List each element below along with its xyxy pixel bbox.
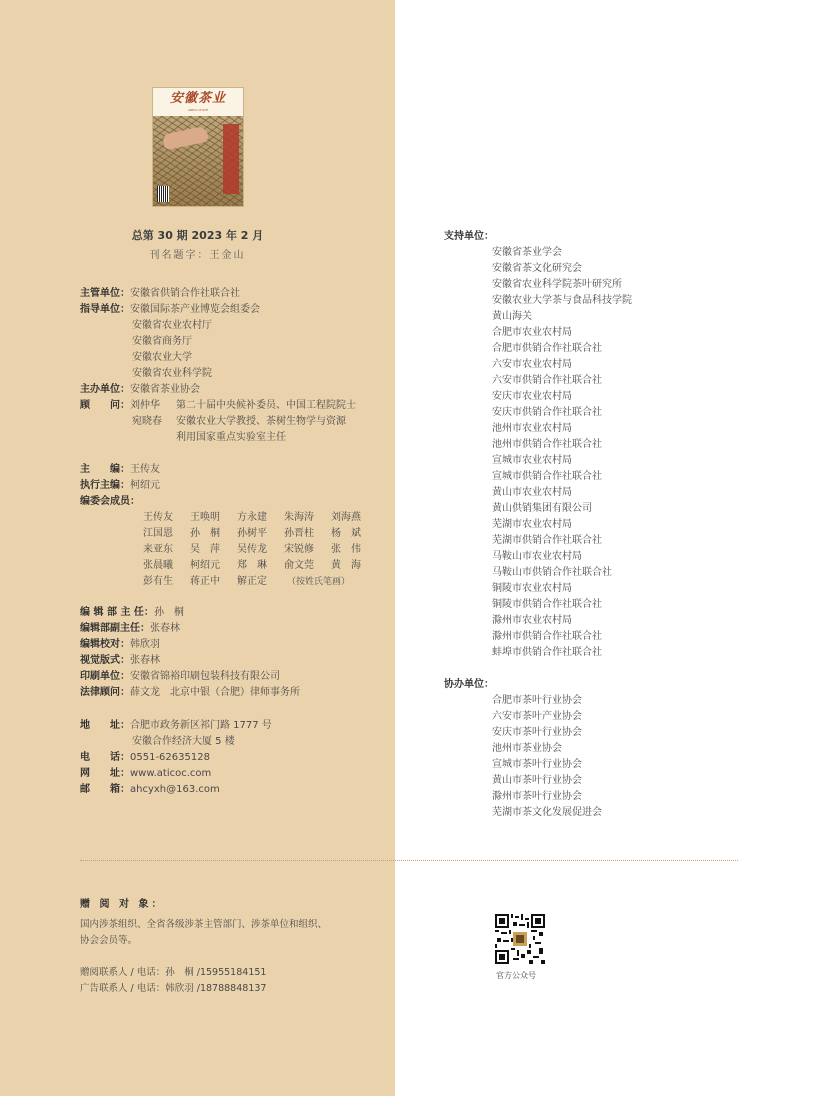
design-label: 视觉版式： xyxy=(80,655,130,666)
office-director-label: 编 辑 部 主 任： xyxy=(80,607,154,618)
support-item: 安徽省茶业学会 xyxy=(492,247,562,258)
chief-editor-row xyxy=(80,463,160,477)
committee-member: 朱海涛 xyxy=(284,512,314,523)
print-label: 印刷单位： xyxy=(80,671,130,682)
advisor-row xyxy=(80,399,160,413)
email-row xyxy=(80,783,220,797)
host-label: 主办单位： xyxy=(80,384,130,395)
guide-unit: 安徽省农业科学院 xyxy=(132,368,212,379)
address-value: 合肥市政务新区祁门路 1777 号 xyxy=(130,720,272,731)
phone-label: 电 话： xyxy=(80,752,130,763)
support-item: 滁州市供销合作社联合社 xyxy=(492,631,602,642)
support-item: 蚌埠市供销合作社联合社 xyxy=(492,647,602,658)
committee-member: 张 伟 xyxy=(331,544,361,555)
website-label: 网 址： xyxy=(80,768,130,779)
support-item: 铜陵市供销合作社联合社 xyxy=(492,599,602,610)
chief-editor-value: 王传友 xyxy=(130,464,160,475)
committee-label: 编委会成员： xyxy=(80,496,140,507)
address-row xyxy=(80,719,272,733)
advisor-label: 顾 问： xyxy=(80,400,130,411)
exec-editor-label: 执行主编： xyxy=(80,480,130,491)
co-organizer-item: 池州市茶业协会 xyxy=(492,743,562,754)
committee-member: 方永建 xyxy=(237,512,267,523)
design-row xyxy=(80,654,160,668)
sponsor-row xyxy=(80,287,240,301)
committee-member: 来亚东 xyxy=(143,544,173,555)
calligraphy-credit: 刊名题字：王金山 xyxy=(149,250,246,261)
gift-contact: 赠阅联系人 / 电话：孙 桐 /15955184151 xyxy=(80,967,267,978)
committee-member: 孙 桐 xyxy=(190,528,220,539)
co-organizer-item: 安庆市茶叶行业协会 xyxy=(492,727,582,738)
support-item: 马鞍山市农业农村局 xyxy=(492,551,582,562)
co-organizer-item: 芜湖市茶文化发展促进会 xyxy=(492,807,602,818)
email-link[interactable]: ahcyxh@163.com xyxy=(130,784,220,795)
exec-editor-row xyxy=(80,479,160,493)
support-item: 六安市供销合作社联合社 xyxy=(492,375,602,386)
email-label: 邮 箱： xyxy=(80,784,130,795)
proof-row xyxy=(80,638,160,652)
guide-unit: 安徽国际茶产业博览会组委会 xyxy=(130,304,260,315)
support-item: 合肥市农业农村局 xyxy=(492,327,572,338)
distribution-title: 赠 阅 对 象： xyxy=(80,899,165,910)
host-row xyxy=(80,383,200,397)
sponsor-label: 主管单位： xyxy=(80,288,130,299)
address-line2: 安徽合作经济大厦 5 楼 xyxy=(132,736,235,747)
advisor-title: 第二十届中央候补委员、中国工程院院士 xyxy=(176,400,356,411)
website-row xyxy=(80,767,211,781)
support-item: 滁州市农业农村局 xyxy=(492,615,572,626)
stroke-order-note: （按姓氏笔画） xyxy=(287,577,351,587)
legal-label: 法律顾问： xyxy=(80,687,130,698)
guide-unit: 安徽农业大学 xyxy=(132,352,192,363)
support-item: 安徽省茶文化研究会 xyxy=(492,263,582,274)
design-value: 张春林 xyxy=(130,655,160,666)
qr-code-icon[interactable] xyxy=(495,914,545,964)
committee-member: 黄 海 xyxy=(331,560,361,571)
committee-member: 刘海燕 xyxy=(331,512,361,523)
issue-line: 总第 30 期 2023 年 2 月 xyxy=(131,229,264,242)
print-row xyxy=(80,670,280,684)
support-item: 池州市农业农村局 xyxy=(492,423,572,434)
support-item: 安徽农业大学茶与食品科技学院 xyxy=(492,295,632,306)
support-item: 安庆市供销合作社联合社 xyxy=(492,407,602,418)
support-item: 黄山海关 xyxy=(492,311,532,322)
committee-member: 俞文莞 xyxy=(284,560,314,571)
committee-row xyxy=(80,495,140,509)
exec-editor-value: 柯绍元 xyxy=(130,480,160,491)
support-item: 安徽省农业科学院茶叶研究所 xyxy=(492,279,622,290)
support-item: 黄山市农业农村局 xyxy=(492,487,572,498)
phone-value: 0551-62635128 xyxy=(130,752,210,763)
co-organizer-item: 六安市茶叶产业协会 xyxy=(492,711,582,722)
guide-label: 指导单位： xyxy=(80,304,130,315)
committee-member: 宋锐修 xyxy=(284,544,314,555)
co-organizer-item: 宣城市茶叶行业协会 xyxy=(492,759,582,770)
barcode-icon xyxy=(157,186,169,202)
committee-member: 孙晋柱 xyxy=(284,528,314,539)
support-item: 马鞍山市供销合作社联合社 xyxy=(492,567,612,578)
website-link[interactable]: www.aticoc.com xyxy=(130,768,212,779)
support-item: 合肥市供销合作社联合社 xyxy=(492,343,602,354)
distribution-line: 国内涉茶组织、全省各级涉茶主管部门、涉茶单位和组织、 xyxy=(80,919,328,930)
guide-row xyxy=(80,303,260,317)
support-item: 芜湖市供销合作社联合社 xyxy=(492,535,602,546)
committee-member: 孙树平 xyxy=(237,528,267,539)
host-value: 安徽省茶业协会 xyxy=(130,384,200,395)
co-organizer-item: 滁州市茶叶行业协会 xyxy=(492,791,582,802)
qr-code-graphic xyxy=(495,914,545,964)
committee-member: 蒋正中 xyxy=(190,576,220,587)
committee-member: 郑 琳 xyxy=(237,560,267,571)
guide-unit: 安徽省商务厅 xyxy=(132,336,192,347)
office-deputy-value: 张春林 xyxy=(150,623,180,634)
proof-label: 编辑校对： xyxy=(80,639,130,650)
support-item: 芜湖市农业农村局 xyxy=(492,519,572,530)
support-item: 铜陵市农业农村局 xyxy=(492,583,572,594)
office-deputy-label: 编辑部副主任： xyxy=(80,623,150,634)
cover-red-strip xyxy=(223,124,239,194)
section-divider xyxy=(80,860,738,861)
legal-row xyxy=(80,686,300,700)
legal-value: 薛文龙 北京中银（合肥）律师事务所 xyxy=(130,687,300,698)
support-item: 六安市农业农村局 xyxy=(492,359,572,370)
co-organizer-item: 合肥市茶叶行业协会 xyxy=(492,695,582,706)
support-item: 宣城市供销合作社联合社 xyxy=(492,471,602,482)
support-heading: 支持单位： xyxy=(444,231,494,242)
committee-member: 柯绍元 xyxy=(190,560,220,571)
qr-caption: 官方公众号 xyxy=(496,971,536,980)
advisor-title: 安徽农业大学教授、茶树生物学与资源 xyxy=(176,416,346,427)
committee-member: 彭有生 xyxy=(143,576,173,587)
office-director-row xyxy=(80,606,184,620)
ad-contact: 广告联系人 / 电话：韩欣羽 /18788848137 xyxy=(80,983,267,994)
co-organizer-item: 黄山市茶叶行业协会 xyxy=(492,775,582,786)
co-organizer-heading: 协办单位： xyxy=(444,679,494,690)
support-item: 黄山供销集团有限公司 xyxy=(492,503,592,514)
cover-title: 安徽茶业 xyxy=(153,88,243,116)
address-label: 地 址： xyxy=(80,720,130,731)
magazine-cover-image xyxy=(152,87,244,207)
support-item: 宣城市农业农村局 xyxy=(492,455,572,466)
committee-member: 解正定 xyxy=(237,576,267,587)
committee-member: 杨 斌 xyxy=(331,528,361,539)
committee-member: 王传友 xyxy=(143,512,173,523)
advisor-name: 宛晓春 xyxy=(132,416,162,427)
advisor-name: 刘仲华 xyxy=(130,400,160,411)
committee-member: 张晨曦 xyxy=(143,560,173,571)
distribution-line: 协会会员等。 xyxy=(80,935,138,946)
advisor-title-continued: 利用国家重点实验室主任 xyxy=(176,432,286,443)
committee-member: 江国恩 xyxy=(143,528,173,539)
support-item: 池州市供销合作社联合社 xyxy=(492,439,602,450)
office-director-value: 孙 桐 xyxy=(153,607,184,618)
committee-member: 吴 萍 xyxy=(190,544,220,555)
guide-unit: 安徽省农业农村厅 xyxy=(132,320,212,331)
office-deputy-row xyxy=(80,622,180,636)
proof-value: 韩欣羽 xyxy=(130,639,160,650)
print-value: 安徽省锦裕印刷包装科技有限公司 xyxy=(130,671,280,682)
sponsor-value: 安徽省供销合作社联合社 xyxy=(130,288,240,299)
support-item: 安庆市农业农村局 xyxy=(492,391,572,402)
cover-subtitle: ANHUI CHAYE xyxy=(187,108,209,112)
chief-editor-label: 主 编： xyxy=(80,464,130,475)
committee-member: 王唤明 xyxy=(190,512,220,523)
phone-row xyxy=(80,751,210,765)
committee-member: 吴传龙 xyxy=(237,544,267,555)
